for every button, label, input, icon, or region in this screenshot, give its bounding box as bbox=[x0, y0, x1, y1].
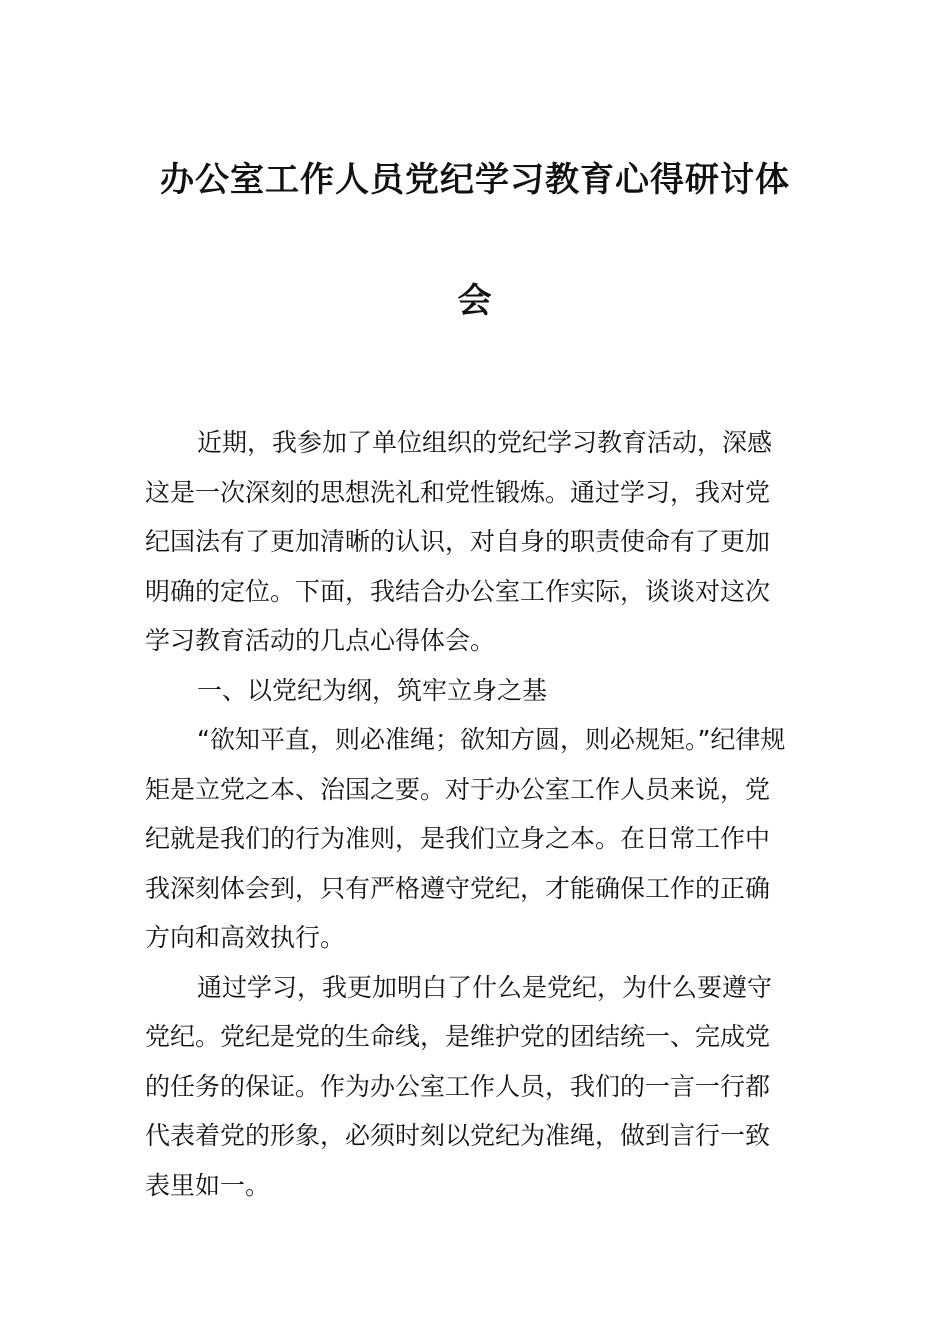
paragraph-3-line-5: 方向和高效执行。 bbox=[145, 923, 346, 952]
paragraph-1-line-1: 近期，我参加了单位组织的党纪学习教育活动，深感 bbox=[197, 428, 773, 457]
paragraph-3-line-2: 矩是立党之本、治国之要。对于办公室工作人员来说，党 bbox=[145, 774, 771, 804]
paragraph-3-line-3: 纪就是我们的行为准则，是我们立身之本。在日常工作中 bbox=[145, 824, 771, 853]
paragraph-1-line-2: 这是一次深刻的思想洗礼和党性锻炼。通过学习，我对党 bbox=[145, 477, 771, 507]
document-title-line-2: 会 bbox=[457, 281, 493, 321]
paragraph-4-line-4: 代表着党的形象，必须时刻以党纪为准绳，做到言行一致 bbox=[145, 1121, 771, 1150]
paragraph-3-line-1: “欲知平直，则必准绳；欲知方圆，则必规矩。”纪律规 bbox=[197, 725, 786, 754]
section-heading-1: 一、以党纪为纲，筑牢立身之基 bbox=[197, 675, 548, 705]
document-title-line-1: 办公室工作人员党纪学习教育心得研讨体 bbox=[160, 160, 790, 200]
paragraph-4-line-3: 的任务的保证。作为办公室工作人员，我们的一言一行都 bbox=[145, 1071, 771, 1101]
document-body bbox=[145, 418, 810, 1210]
paragraph-3-line-4: 我深刻体会到，只有严格遵守党纪，才能确保工作的正确 bbox=[145, 873, 771, 903]
paragraph-1-line-3: 纪国法有了更加清晰的认识，对自身的职责使命有了更加 bbox=[145, 527, 771, 556]
paragraph-4-line-5: 表里如一。 bbox=[145, 1170, 271, 1200]
paragraph-1-line-5: 学习教育活动的几点心得体会。 bbox=[145, 626, 496, 655]
paragraph-4-line-2: 党纪。党纪是党的生命线，是维护党的团结统一、完成党 bbox=[145, 1022, 771, 1051]
paragraph-1-line-4: 明确的定位。下面，我结合办公室工作实际，谈谈对这次 bbox=[145, 576, 771, 606]
paragraph-4-line-1: 通过学习，我更加明白了什么是党纪，为什么要遵守 bbox=[197, 972, 773, 1002]
